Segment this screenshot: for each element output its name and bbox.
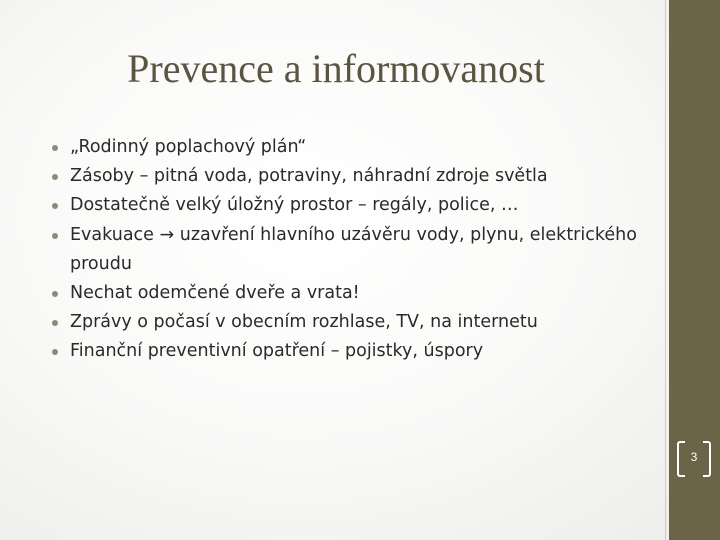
bullet-text: Dostatečně velký úložný prostor – regály, police, … xyxy=(70,195,519,216)
bullet-item xyxy=(52,308,652,337)
bullet-text: Finanční preventivní opatření – pojistky, úspory xyxy=(70,341,484,362)
page-number: 3 xyxy=(690,450,698,464)
bullet-dot-icon xyxy=(52,203,58,209)
bullet-dot-icon xyxy=(52,291,58,297)
bullet-item xyxy=(52,221,652,279)
bullet-text: „Rodinný poplachový plán“ xyxy=(70,137,307,157)
bullet-dot-icon xyxy=(52,145,58,151)
bullet-list xyxy=(52,133,652,367)
bullet-text: Zprávy o počasí v obecním rozhlase, TV, na internetu xyxy=(70,312,538,333)
bullet-item xyxy=(52,191,652,220)
bullet-item xyxy=(52,279,652,308)
bullet-dot-icon xyxy=(52,320,58,326)
bullet-dot-icon xyxy=(52,349,58,355)
page-number-badge xyxy=(677,441,711,477)
bullet-dot-icon xyxy=(52,233,58,239)
slide-title: Prevence a informovanost xyxy=(127,46,545,91)
bullet-item xyxy=(52,337,652,366)
bullet-text: Nechat odemčené dveře a vrata! xyxy=(70,283,360,304)
bullet-item xyxy=(52,133,652,162)
bullet-text: Evakuace → uzavření hlavního uzávěru vody, plynu, elektrického proudu xyxy=(70,224,637,274)
bullet-text: Zásoby – pitná voda, potraviny, náhradní zdroje světla xyxy=(70,166,548,187)
bullet-item xyxy=(52,162,652,191)
bullet-dot-icon xyxy=(52,174,58,180)
